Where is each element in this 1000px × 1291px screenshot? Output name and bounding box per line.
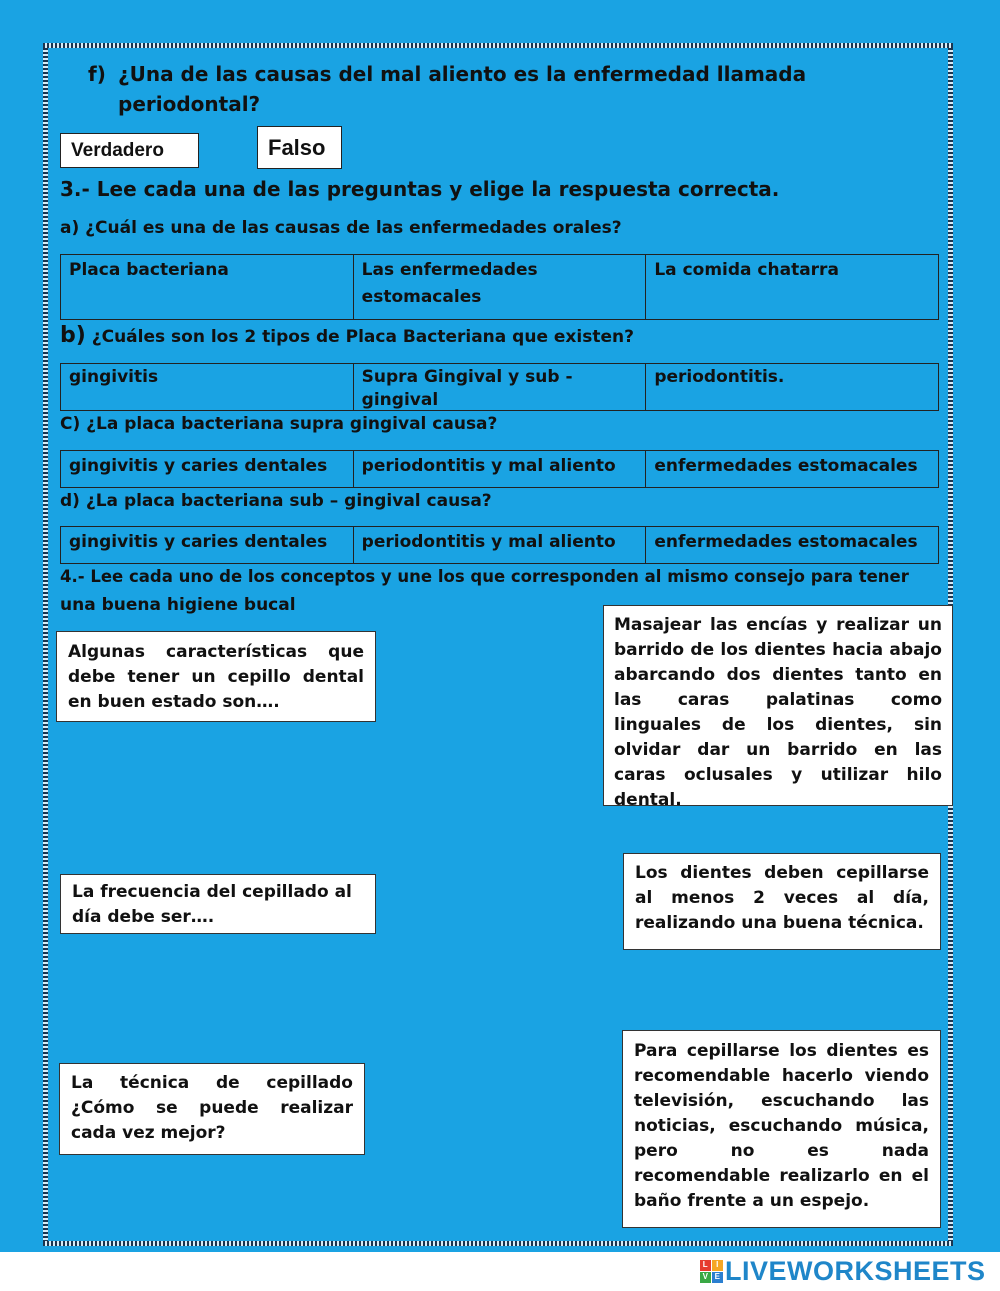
question-b-option-2[interactable]: Supra Gingival y sub -gingival [354,363,647,411]
question-a-option-1[interactable]: Placa bacteriana [60,254,354,320]
question-d-options [60,526,939,564]
section-4-heading-line1: 4.- Lee cada uno de los conceptos y une los que corresponden al mismo consejo para tener [60,567,909,586]
question-d-option-2[interactable]: periodontitis y mal aliento [354,526,647,564]
verdadero-label: Verdadero [71,139,164,161]
question-c-option-2[interactable]: periodontitis y mal aliento [354,450,647,488]
liveworksheets-logo-text: LIVEWORKSHEETS [725,1255,986,1286]
concept-card-right-3[interactable]: Para cepillarse los dientes es recomendable hacerlo viendo televisión, escuchando las noticias, escuchando música, pero no es nada recomendable realizarlo en el baño frente a un espejo. [622,1030,941,1228]
question-a-options [60,254,939,320]
logo-letter-v: V [700,1272,711,1283]
question-c-text: C) ¿La placa bacteriana supra gingival causa? [60,414,498,434]
concept-card-left-1[interactable]: Algunas características que debe tener un cepillo dental en buen estado son…. [56,631,376,722]
verdadero-button[interactable] [60,133,199,168]
question-f-line2: periodontal? [118,92,261,116]
question-b-label: b) [60,323,86,348]
question-c-option-3[interactable]: enfermedades estomacales [646,450,939,488]
logo-letter-i: I [712,1260,723,1271]
logo-letter-e: E [712,1272,723,1283]
question-b-text: ¿Cuáles son los 2 tipos de Placa Bacteriana que existen? [91,327,634,347]
concept-card-left-2[interactable]: La frecuencia del cepillado al día debe ser…. [60,874,376,934]
falso-label: Falso [268,134,326,160]
question-a-option-3[interactable]: La comida chatarra [646,254,939,320]
question-b-option-3[interactable]: periodontitis. [646,363,939,411]
question-d-option-1[interactable]: gingivitis y caries dentales [60,526,354,564]
falso-button[interactable] [257,126,342,169]
liveworksheets-logo-icon [700,1260,723,1283]
question-f-label: f) [88,62,106,86]
concept-card-right-2[interactable]: Los dientes deben cepillarse al menos 2 veces al día, realizando una buena técnica. [623,853,941,950]
concept-card-left-3[interactable]: La técnica de cepillado ¿Cómo se puede realizar cada vez mejor? [59,1063,365,1155]
section-3-heading: 3.- Lee cada una de las preguntas y elige la respuesta correcta. [60,177,780,201]
question-c-options [60,450,939,488]
question-a-option-2[interactable]: Las enfermedades estomacales [354,254,647,320]
liveworksheets-logo [700,1257,986,1285]
question-b [60,323,634,348]
concept-card-right-1[interactable]: Masajear las encías y realizar un barrido de los dientes hacia abajo abarcando dos dientes tanto en las caras palatinas como linguales de los dientes, sin olvidar dar un barrido en las caras oclusales y utilizar hilo dental. [603,605,953,806]
question-f-line1: ¿Una de las causas del mal aliento es la enfermedad llamada [118,62,807,86]
question-d-text: d) ¿La placa bacteriana sub – gingival causa? [60,491,492,511]
question-d-option-3[interactable]: enfermedades estomacales [646,526,939,564]
question-a-text: a) ¿Cuál es una de las causas de las enfermedades orales? [60,218,622,238]
question-b-option-1[interactable]: gingivitis [60,363,354,411]
logo-letter-l: L [700,1260,711,1271]
section-4-heading-line2: una buena higiene bucal [60,595,296,615]
question-b-options [60,363,939,411]
question-c-option-1[interactable]: gingivitis y caries dentales [60,450,354,488]
